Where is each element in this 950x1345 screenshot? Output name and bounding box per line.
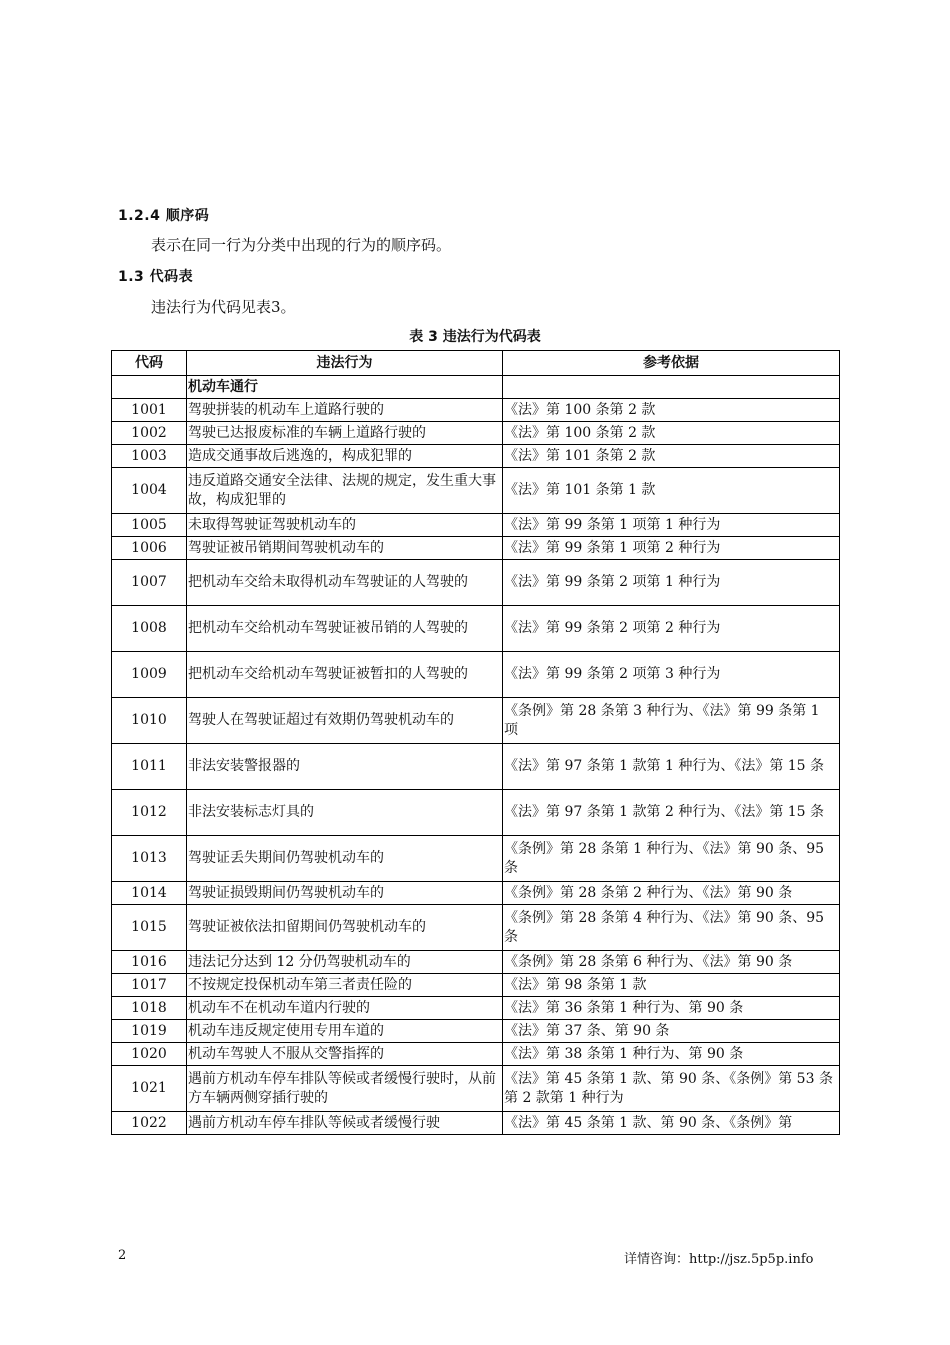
cell-basis: 《法》第 98 条第 1 款 — [503, 974, 840, 997]
cell-basis: 《法》第 36 条第 1 种行为、第 90 条 — [503, 997, 840, 1020]
cell-behavior: 不按规定投保机动车第三者责任险的 — [187, 974, 503, 997]
cell-behavior: 机动车驾驶人不服从交警指挥的 — [187, 1043, 503, 1066]
table-row — [112, 560, 840, 606]
cell-behavior: 驾驶人在驾驶证超过有效期仍驾驶机动车的 — [187, 698, 503, 744]
table-row — [112, 537, 840, 560]
table-row — [112, 1112, 840, 1135]
table-row — [112, 606, 840, 652]
table-header-row — [112, 351, 840, 376]
header-basis: 参考依据 — [503, 351, 840, 376]
cell-code: 1013 — [112, 836, 187, 882]
cell-behavior: 驾驶证损毁期间仍驾驶机动车的 — [187, 882, 503, 905]
footer-link[interactable]: 详情咨询：http://jsz.5p5p.info — [624, 1252, 814, 1267]
cell-code: 1018 — [112, 997, 187, 1020]
cell-behavior: 把机动车交给机动车驾驶证被暂扣的人驾驶的 — [187, 652, 503, 698]
table-row — [112, 652, 840, 698]
cell-behavior: 驾驶证被吊销期间驾驶机动车的 — [187, 537, 503, 560]
cell-basis: 《法》第 99 条第 2 项第 1 种行为 — [503, 560, 840, 606]
cell-basis: 《法》第 99 条第 1 项第 2 种行为 — [503, 537, 840, 560]
cell-basis: 《法》第 99 条第 2 项第 2 种行为 — [503, 606, 840, 652]
cell-behavior: 非法安装警报器的 — [187, 744, 503, 790]
header-code: 代码 — [112, 351, 187, 376]
cell-behavior: 违法记分达到 12 分仍驾驶机动车的 — [187, 951, 503, 974]
cell-code: 1014 — [112, 882, 187, 905]
cell-code: 1010 — [112, 698, 187, 744]
table-row — [112, 1043, 840, 1066]
cell-basis: 《法》第 37 条、第 90 条 — [503, 1020, 840, 1043]
cell-basis: 《法》第 97 条第 1 款第 1 种行为、《法》第 15 条 — [503, 744, 840, 790]
table-row — [112, 836, 840, 882]
cell-basis: 《条例》第 28 条第 2 种行为、《法》第 90 条 — [503, 882, 840, 905]
cell-basis: 《法》第 101 条第 2 款 — [503, 445, 840, 468]
cell-code: 1006 — [112, 537, 187, 560]
cell-code: 1005 — [112, 514, 187, 537]
section-text-1-2-4: 表示在同一行为分类中出现的行为的顺序码。 — [151, 236, 452, 254]
table-row — [112, 698, 840, 744]
cell-behavior: 把机动车交给未取得机动车驾驶证的人驾驶的 — [187, 560, 503, 606]
cell-behavior: 驾驶已达报废标准的车辆上道路行驶的 — [187, 422, 503, 445]
cell-basis: 《法》第 38 条第 1 种行为、第 90 条 — [503, 1043, 840, 1066]
table-row — [112, 997, 840, 1020]
violation-code-table — [111, 350, 840, 1135]
cell-behavior: 驾驶证丢失期间仍驾驶机动车的 — [187, 836, 503, 882]
table-row — [112, 514, 840, 537]
table-row — [112, 905, 840, 951]
cell-behavior: 非法安装标志灯具的 — [187, 790, 503, 836]
table-row — [112, 468, 840, 514]
cell-behavior: 把机动车交给机动车驾驶证被吊销的人驾驶的 — [187, 606, 503, 652]
cell-code: 1008 — [112, 606, 187, 652]
cell-basis: 《条例》第 28 条第 3 种行为、《法》第 99 条第 1 项 — [503, 698, 840, 744]
category-basis — [503, 376, 840, 399]
table-row — [112, 399, 840, 422]
cell-basis: 《条例》第 28 条第 6 种行为、《法》第 90 条 — [503, 951, 840, 974]
cell-code: 1016 — [112, 951, 187, 974]
category-code — [112, 376, 187, 399]
cell-code: 1009 — [112, 652, 187, 698]
cell-code: 1015 — [112, 905, 187, 951]
page-number: 2 — [118, 1248, 127, 1263]
cell-code: 1004 — [112, 468, 187, 514]
cell-basis: 《法》第 99 条第 1 项第 1 种行为 — [503, 514, 840, 537]
table-row — [112, 790, 840, 836]
category-row — [112, 376, 840, 399]
cell-basis: 《法》第 97 条第 1 款第 2 种行为、《法》第 15 条 — [503, 790, 840, 836]
cell-code: 1001 — [112, 399, 187, 422]
table-row — [112, 974, 840, 997]
cell-basis: 《条例》第 28 条第 1 种行为、《法》第 90 条、95 条 — [503, 836, 840, 882]
cell-behavior: 机动车不在机动车道内行驶的 — [187, 997, 503, 1020]
table-row — [112, 422, 840, 445]
table-row — [112, 744, 840, 790]
cell-behavior: 违反道路交通安全法律、法规的规定，发生重大事故，构成犯罪的 — [187, 468, 503, 514]
cell-behavior: 驾驶拼装的机动车上道路行驶的 — [187, 399, 503, 422]
category-label: 机动车通行 — [187, 376, 503, 399]
cell-basis: 《法》第 45 条第 1 款、第 90 条、《条例》第 53 条第 2 款第 1 种行为 — [503, 1066, 840, 1112]
table-row — [112, 951, 840, 974]
cell-basis: 《法》第 45 条第 1 款、第 90 条、《条例》第 — [503, 1112, 840, 1135]
cell-behavior: 未取得驾驶证驾驶机动车的 — [187, 514, 503, 537]
cell-behavior: 遇前方机动车停车排队等候或者缓慢行驶 — [187, 1112, 503, 1135]
table-row — [112, 1066, 840, 1112]
cell-code: 1022 — [112, 1112, 187, 1135]
cell-code: 1017 — [112, 974, 187, 997]
table-row — [112, 882, 840, 905]
cell-code: 1002 — [112, 422, 187, 445]
section-text-1-3: 违法行为代码见表3。 — [151, 298, 296, 316]
cell-behavior: 遇前方机动车停车排队等候或者缓慢行驶时，从前方车辆两侧穿插行驶的 — [187, 1066, 503, 1112]
cell-basis: 《法》第 101 条第 1 款 — [503, 468, 840, 514]
cell-basis: 《法》第 100 条第 2 款 — [503, 422, 840, 445]
cell-behavior: 机动车违反规定使用专用车道的 — [187, 1020, 503, 1043]
cell-code: 1007 — [112, 560, 187, 606]
header-behavior: 违法行为 — [187, 351, 503, 376]
table-row — [112, 445, 840, 468]
cell-basis: 《条例》第 28 条第 4 种行为、《法》第 90 条、95 条 — [503, 905, 840, 951]
section-heading-1-2-4: 1.2.4 顺序码 — [118, 208, 210, 224]
section-heading-1-3: 1.3 代码表 — [118, 269, 194, 285]
cell-code: 1003 — [112, 445, 187, 468]
cell-basis: 《法》第 100 条第 2 款 — [503, 399, 840, 422]
cell-code: 1020 — [112, 1043, 187, 1066]
table-caption: 表 3 违法行为代码表 — [409, 329, 541, 345]
cell-code: 1021 — [112, 1066, 187, 1112]
cell-code: 1011 — [112, 744, 187, 790]
table-row — [112, 1020, 840, 1043]
cell-behavior: 造成交通事故后逃逸的，构成犯罪的 — [187, 445, 503, 468]
cell-basis: 《法》第 99 条第 2 项第 3 种行为 — [503, 652, 840, 698]
cell-code: 1012 — [112, 790, 187, 836]
cell-code: 1019 — [112, 1020, 187, 1043]
cell-behavior: 驾驶证被依法扣留期间仍驾驶机动车的 — [187, 905, 503, 951]
